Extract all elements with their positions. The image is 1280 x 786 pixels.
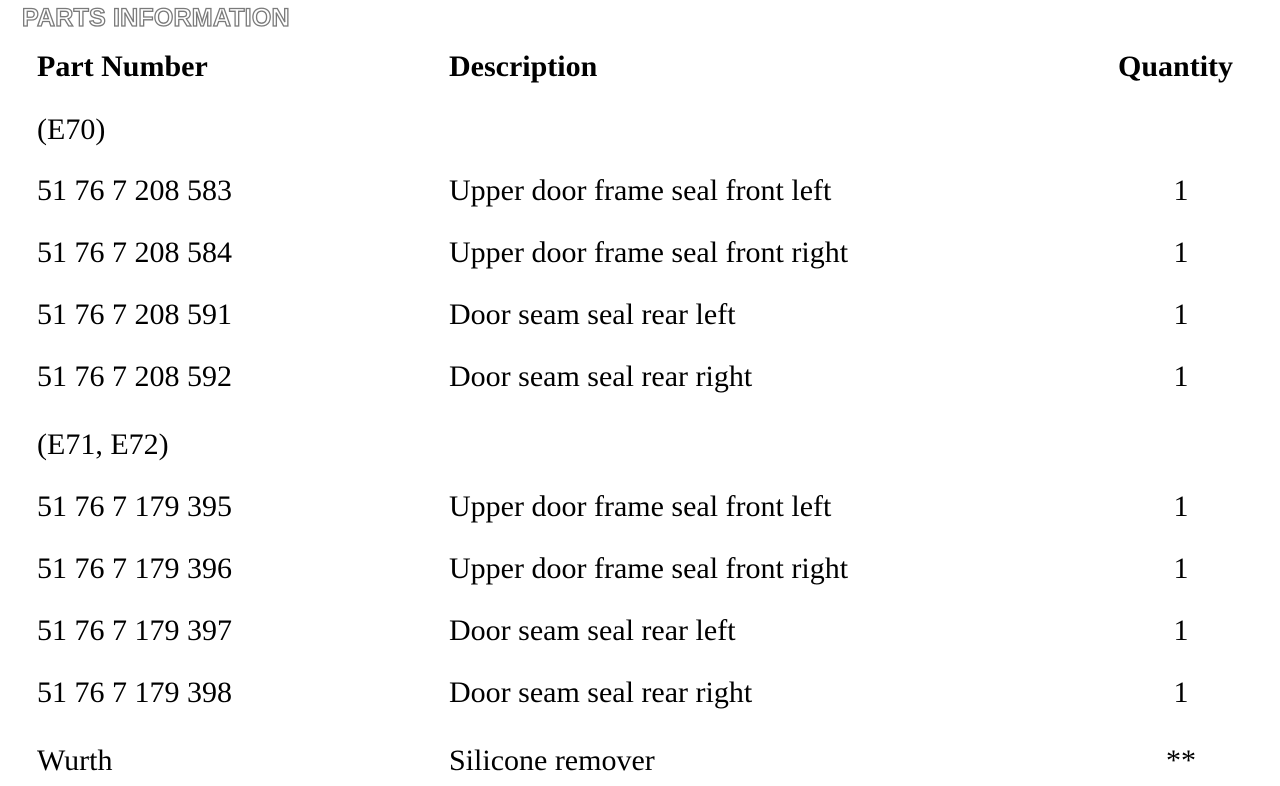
- group-label: (E71, E72): [37, 428, 169, 461]
- part-number-cell: 51 76 7 179 395: [37, 490, 232, 523]
- description-cell: Silicone remover: [449, 744, 655, 777]
- table-row: [0, 741, 1280, 781]
- header-quantity: Quantity: [1118, 50, 1234, 83]
- page-heading: PARTS INFORMATION: [22, 4, 290, 32]
- description-cell: Upper door frame seal front right: [449, 236, 849, 269]
- table-header-row: [0, 47, 1280, 87]
- description-cell: Door seam seal rear right: [449, 676, 753, 709]
- description-cell: Upper door frame seal front left: [449, 490, 832, 523]
- table-row: [0, 295, 1280, 335]
- part-number-cell: Wurth: [37, 744, 113, 777]
- part-number-cell: 51 76 7 208 583: [37, 174, 232, 207]
- description-cell: Upper door frame seal front right: [449, 552, 849, 585]
- group-label-row: [0, 425, 1280, 465]
- quantity-cell: 1: [1173, 614, 1189, 647]
- description-cell: Upper door frame seal front left: [449, 174, 832, 207]
- quantity-cell: 1: [1173, 490, 1189, 523]
- part-number-cell: 51 76 7 208 592: [37, 360, 232, 393]
- part-number-cell: 51 76 7 179 396: [37, 552, 232, 585]
- description-cell: Door seam seal rear right: [449, 360, 753, 393]
- group-label: (E70): [37, 113, 106, 146]
- header-description: Description: [449, 50, 598, 83]
- quantity-cell: 1: [1173, 676, 1189, 709]
- table-row: [0, 611, 1280, 651]
- table-row: [0, 171, 1280, 211]
- table-row: [0, 233, 1280, 273]
- table-row: [0, 487, 1280, 527]
- description-cell: Door seam seal rear left: [449, 614, 736, 647]
- table-row: [0, 673, 1280, 713]
- table-row: [0, 549, 1280, 589]
- quantity-cell: **: [1166, 744, 1196, 777]
- quantity-cell: 1: [1173, 360, 1189, 393]
- table-row: [0, 357, 1280, 397]
- part-number-cell: 51 76 7 208 591: [37, 298, 232, 331]
- quantity-cell: 1: [1173, 236, 1189, 269]
- part-number-cell: 51 76 7 179 398: [37, 676, 232, 709]
- quantity-cell: 1: [1173, 174, 1189, 207]
- quantity-cell: 1: [1173, 552, 1189, 585]
- quantity-cell: 1: [1173, 298, 1189, 331]
- description-cell: Door seam seal rear left: [449, 298, 736, 331]
- part-number-cell: 51 76 7 208 584: [37, 236, 232, 269]
- header-part-number: Part Number: [37, 50, 208, 83]
- part-number-cell: 51 76 7 179 397: [37, 614, 232, 647]
- group-label-row: [0, 110, 1280, 150]
